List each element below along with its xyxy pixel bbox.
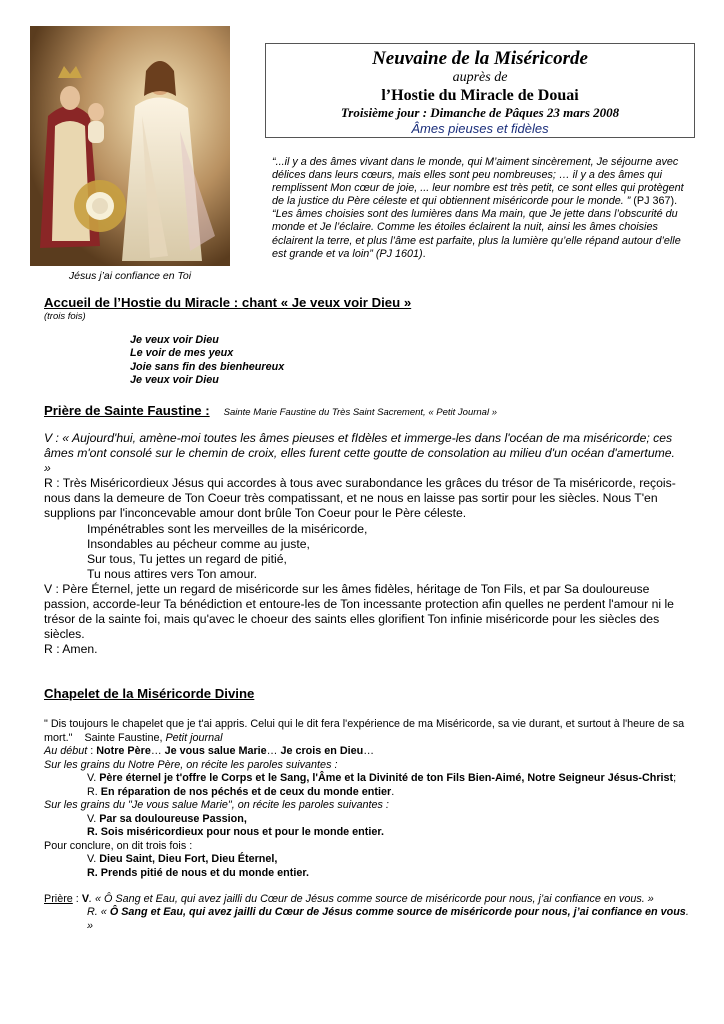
v-label: V (81, 892, 90, 905)
prayer-versicle-1: V : « Aujourd'hui, amène-moi toutes les âmes pieuses et fIdèles et immerge-les dans l'océan de ma miséricorde; ces âmes m'ont consolé sur le chemin de croix, elles furent cette goutte de consolation au milieu d'un océan d'amertume. » (44, 431, 675, 476)
final-prayer-response (44, 906, 694, 933)
separator: : (87, 745, 97, 758)
response-text: R. Prends pitié de nous et du monde entier. (87, 867, 309, 880)
section-priere-source: Sainte Marie Faustine du Très Saint Sacrement, « Petit Journal » (223, 407, 497, 418)
chant-line: Je veux voir Dieu (130, 334, 219, 346)
title-host: l’Hostie du Miracle de Douai (381, 87, 579, 104)
response-je-vous-salue (44, 826, 694, 840)
punctuation: . » (87, 906, 689, 932)
debut-item: Je crois en Dieu (280, 745, 364, 758)
versicle-text: Père éternel je t'offre le Corps et le Sang, l'Âme et la Divinité de ton Fils Bien-Aimé, Notre Seigneur Jésus-Christ (99, 772, 674, 785)
prayer-response-1: R : Très Miséricordieux Jésus qui accordes à tous avec surabondance les grâces du trésor de Ta miséricorde, reçois-nous dans la demeure de Ton Coeur très compatissant, et ne nous en laisse pas sortir pour les siècles. Nous T'en supplions par l'inconcevable amour dont brûle Ton Coeur pour le Père céleste. (44, 476, 676, 521)
prayer-versicle-2: V : Père Éternel, jette un regard de miséricorde sur les âmes fidèles, héritage de Ton Fils, et par Sa douloureuse passion, accorde-leur Ta bénédiction et entoure-les de Ton incessante protection afin quelles ne perdent l'amour ni le trésor de la sainte foi, mais qu'avec le choeur des saints elles glorifient Ton infinie miséricorde pour les siècles des siècles. (44, 581, 674, 642)
response-conclusion (44, 867, 694, 881)
final-prayer-versicle: . « Ô Sang et Eau, qui avez jailli du Cœur de Jésus comme source de miséricorde pour nous, j’ai confiance en vous. » (89, 892, 654, 905)
grains-notre-pere-instruction: Sur les grains du Notre Père, on récite les paroles suivantes : (44, 758, 338, 771)
r-label: R. (87, 785, 101, 798)
prayer-verse: Impénétrables sont les merveilles de la miséricorde, (87, 521, 368, 536)
debut-item: Je vous salue Marie (164, 745, 267, 758)
chant-line: Le voir de mes yeux (130, 347, 234, 360)
versicle-notre-pere (44, 772, 694, 786)
chant-line: Joie sans fin des bienheureux (130, 360, 285, 373)
response-notre-pere (44, 786, 694, 800)
jesus-mary-painting (30, 26, 230, 266)
response-text: R. Sois miséricordieux pour nous et pour le monde entier. (87, 826, 384, 839)
quote-part-2: “Les âmes choisies sont des lumières dans Ma main, que Je jette dans l’obscurité du monde et Je l’éclaire. Comme les étoiles éclairent la nuit, ainsi les âmes choisies éclairent la terre, et plus l’âme est parfaite, plus la lumière qu’elle répand autour d’elle est grande et va loin” (PJ 1601) (272, 208, 681, 260)
section-priere-header (44, 403, 497, 418)
chapelet-debut (44, 745, 694, 759)
conclusion-instruction: Pour conclure, on dit trois fois : (44, 839, 193, 852)
chant-line: Je veux voir Dieu (130, 373, 219, 386)
separator: : (72, 892, 82, 905)
versicle-text: Dieu Saint, Dieu Fort, Dieu Éternel, (99, 853, 278, 866)
document-title: Neuvaine de la Miséricorde (372, 48, 588, 69)
prayer-verse: Insondables au pécheur comme au juste, (87, 536, 310, 551)
debut-item: Notre Père (96, 745, 151, 758)
prayer-response-2: R : Amen. (44, 642, 98, 657)
image-caption: Jésus j’ai confiance en Toi (68, 270, 192, 282)
ellipsis: … (363, 745, 375, 758)
intro-quote: " Dis toujours le chapelet que je t'ai appris. Celui qui le dit fera l'expérience de ma Miséricorde, sa vie durant, et surtout à l'heure de sa mort." (44, 718, 685, 744)
r-label: R. « (87, 906, 110, 919)
v-label: V. (87, 812, 100, 825)
section-accueil-note: (trois fois) (44, 311, 86, 322)
response-text: En réparation de nos péchés et de ceux du monde entier (100, 785, 392, 798)
title-theme: Âmes pieuses et fidèles (411, 121, 549, 136)
title-box (265, 43, 695, 138)
intro-source-title: Petit journal (165, 731, 223, 744)
versicle-text: Par sa douloureuse Passion, (99, 812, 247, 825)
intro-source: Sainte Faustine, (84, 731, 166, 744)
priere-label: Prière (44, 892, 73, 905)
faustine-prayer (44, 431, 684, 657)
title-day: Troisième jour : Dimanche de Pâques 23 mars 2008 (340, 105, 620, 120)
chant-lines (130, 334, 284, 387)
v-label: V. (87, 853, 100, 866)
devotional-image (30, 26, 230, 266)
versicle-je-vous-salue (44, 813, 694, 827)
scripture-quote (272, 156, 692, 261)
punctuation: . (391, 785, 395, 798)
prayer-verse: Sur tous, Tu jettes un regard de pitié, (87, 551, 287, 566)
section-chapelet-title: Chapelet de la Miséricorde Divine (44, 686, 255, 701)
v-label: V. (87, 772, 100, 785)
response-text: Ô Sang et Eau, qui avez jailli du Cœur de Jésus comme source de miséricorde pour nous, j’ai confiance en vous (109, 906, 686, 919)
debut-label: Au début (44, 745, 88, 758)
quote-ref-1: (PJ 367). (630, 195, 678, 208)
chapelet-intro (44, 718, 694, 745)
ellipsis: … (266, 745, 278, 758)
grains-je-vous-salue-instruction: Sur les grains du "Je vous salue Marie", on récite les paroles suivantes : (44, 799, 389, 812)
title-subtitle: auprès de (452, 70, 508, 85)
versicle-conclusion (44, 853, 694, 867)
prayer-verse: Tu nous attires vers Ton amour. (87, 566, 258, 581)
punctuation: ; (673, 772, 677, 785)
final-prayer (44, 893, 694, 907)
ellipsis: … (150, 745, 162, 758)
section-priere-title: Prière de Sainte Faustine : (44, 403, 210, 418)
section-accueil-title: Accueil de l’Hostie du Miracle : chant « Je veux voir Dieu » (44, 295, 412, 310)
quote-end: . (422, 247, 426, 260)
chapelet-body (44, 718, 694, 933)
quote-part-1: “...il y a des âmes vivant dans le monde, qui M’aiment sincèrement, Je séjourne avec délices dans leurs cœurs, mais elles sont peu nombreuses; … il y a des âmes qui remplissent Mon cœur de joie, ... leur nombre est très petit, ce sont elles qui protègent de la justice du Père céleste et qui obtiennent miséricorde pour le monde. ” (272, 156, 684, 208)
